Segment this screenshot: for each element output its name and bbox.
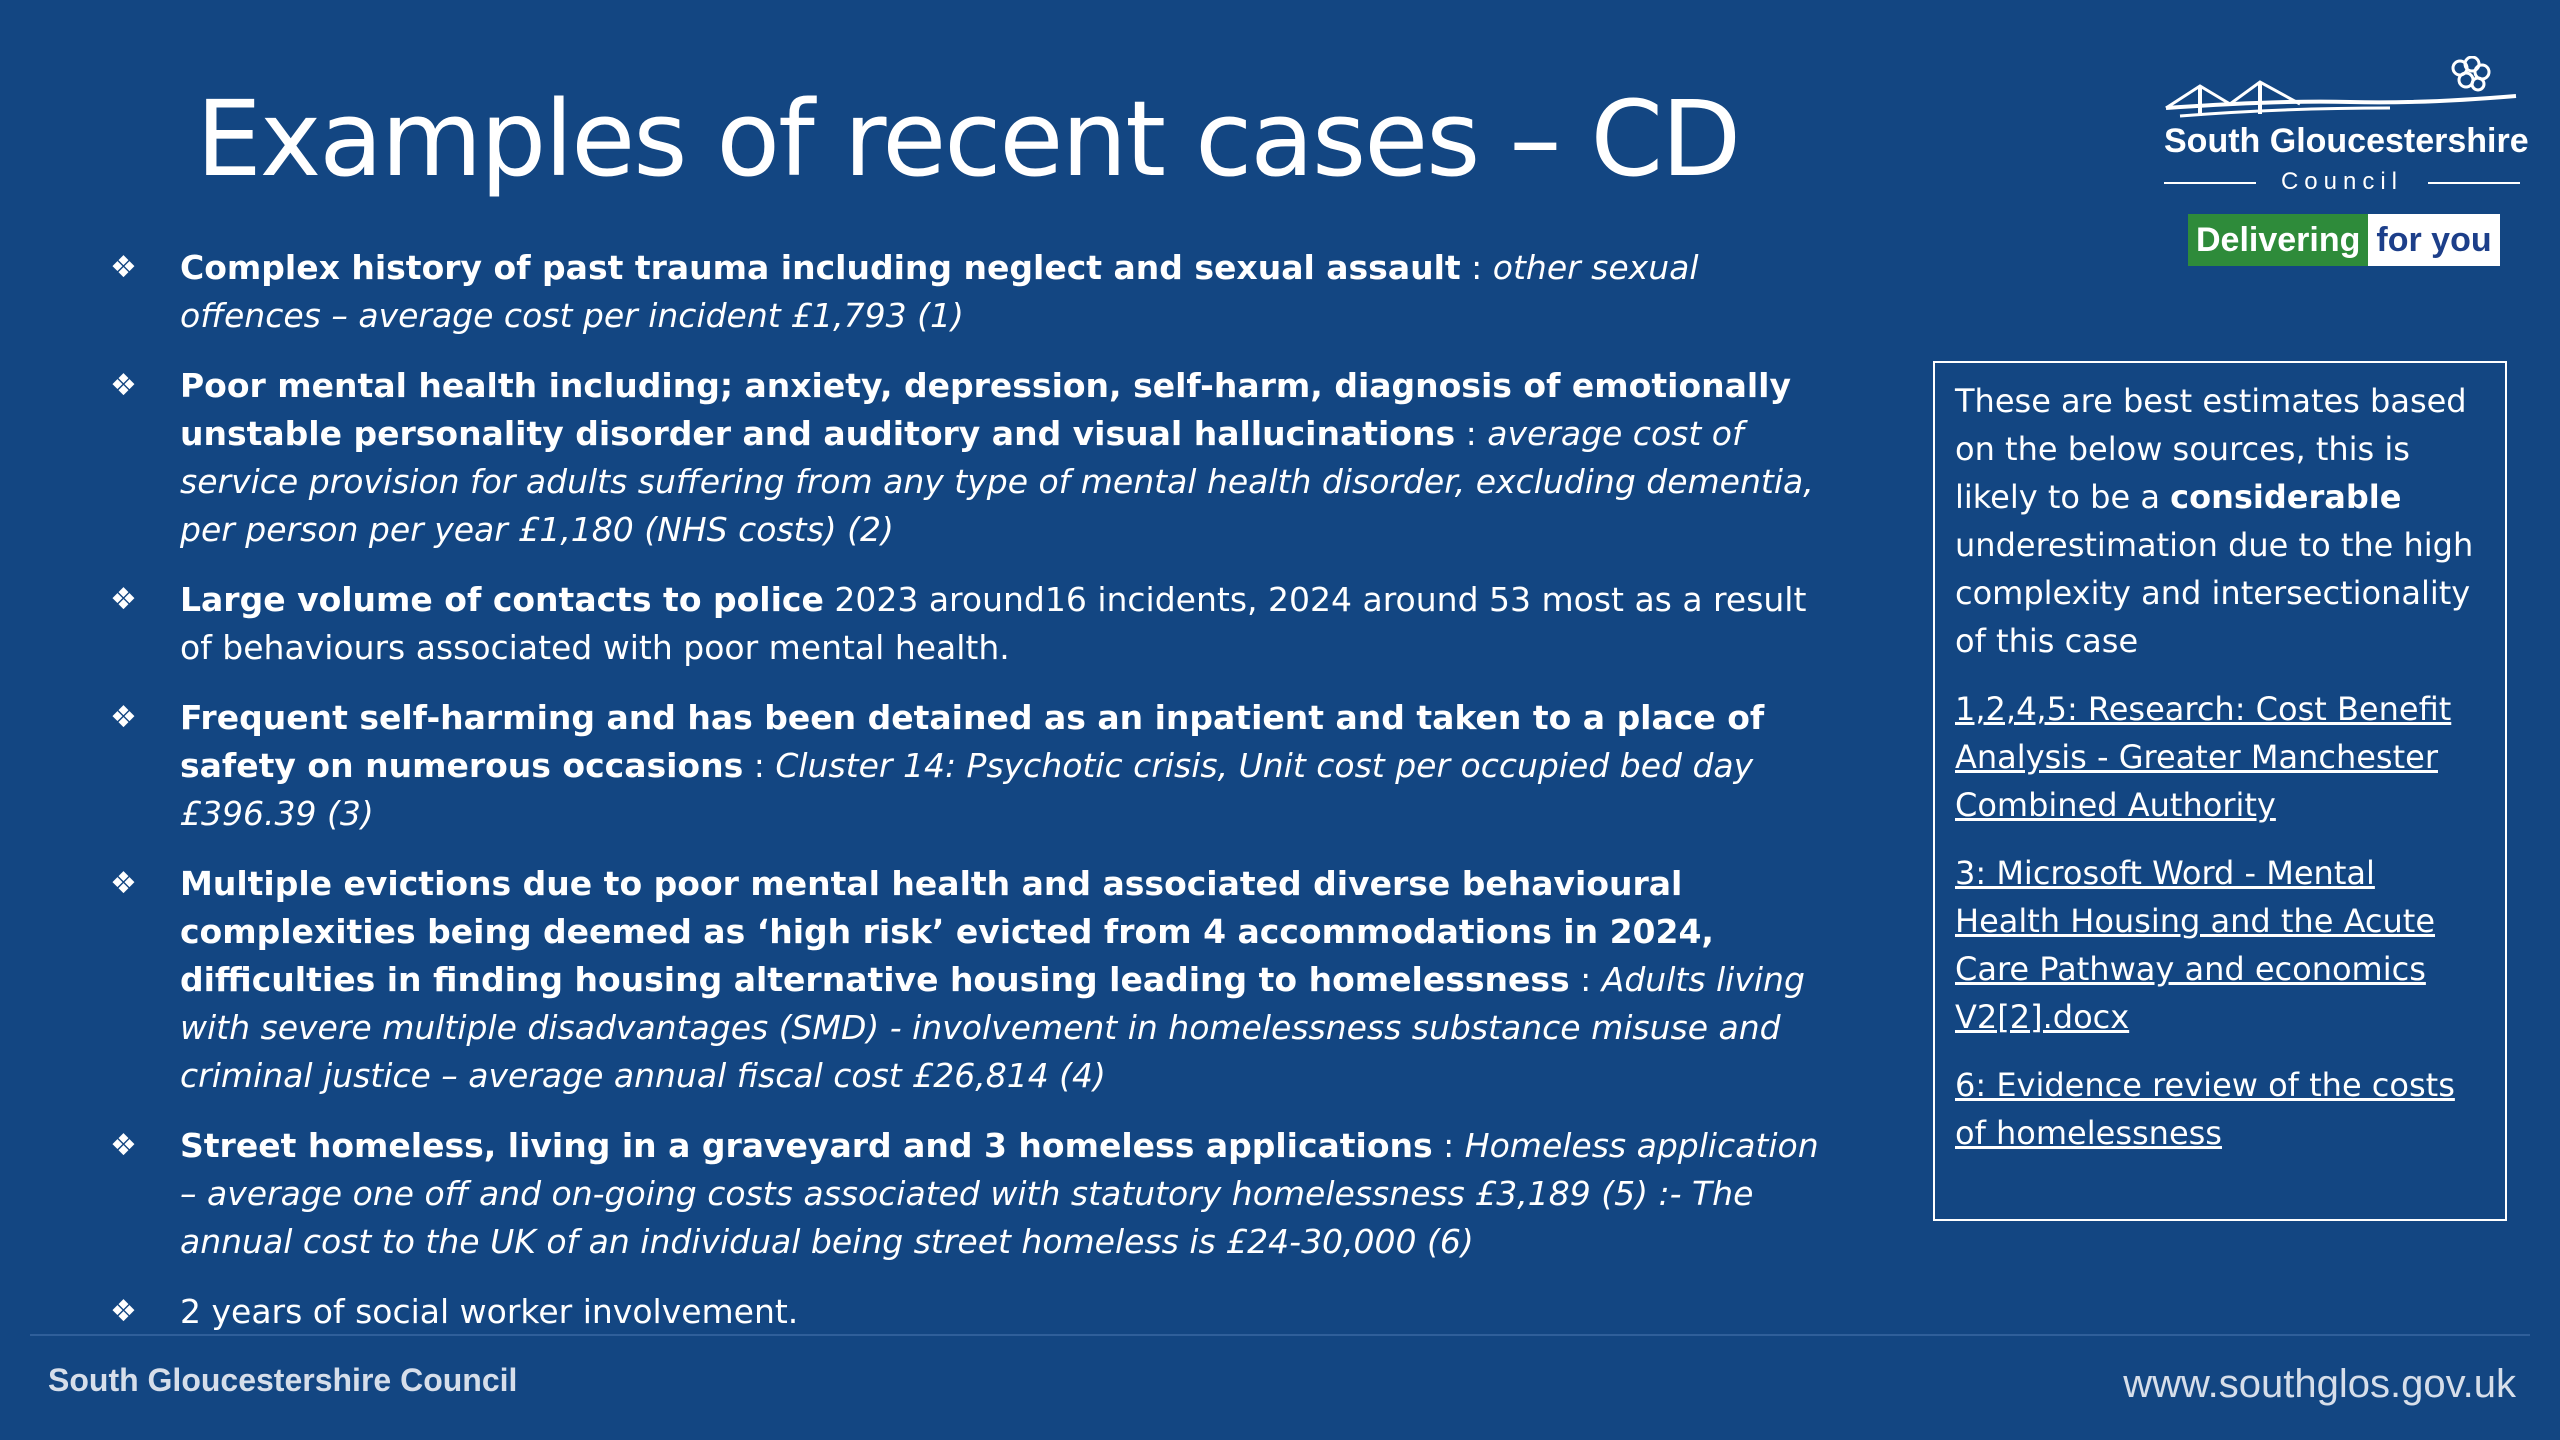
bullet-text: 2023 around16 incidents, 2024 around 53 most as a result of behaviours associated with poor mental health. <box>180 580 1807 667</box>
slide-title: Examples of recent cases – CD <box>196 78 1740 200</box>
bullet-heading: Large volume of contacts to police <box>180 580 824 619</box>
bullet-heading: Street homeless, living in a graveyard and 3 homeless applications <box>180 1126 1433 1165</box>
footer-website: www.southglos.gov.uk <box>2123 1362 2516 1406</box>
bullet-marker-icon: ❖ <box>110 700 137 735</box>
council-logo <box>2160 56 2529 276</box>
bullet-cost-note: other sexual offences – average cost per incident £1,793 (1) <box>180 248 1699 335</box>
bullet-item <box>110 362 1830 554</box>
intro-emphasis: considerable <box>2170 478 2402 516</box>
bullet-item <box>110 694 1830 838</box>
tagline-for-you: for you <box>2368 214 2499 266</box>
bullet-item <box>110 860 1830 1100</box>
bullet-marker-icon: ❖ <box>110 250 137 285</box>
sources-box <box>1933 361 2507 1221</box>
logo-divider <box>2428 182 2520 184</box>
bullet-list <box>110 244 1830 1358</box>
bullet-text: : <box>1460 248 1493 287</box>
footer-divider <box>30 1334 2530 1336</box>
bullet-item <box>110 244 1830 340</box>
bullet-item <box>110 1122 1830 1266</box>
bullet-marker-icon: ❖ <box>110 582 137 617</box>
bullet-item <box>110 1288 1830 1336</box>
source-link-gmca[interactable]: 1,2,4,5: Research: Cost Benefit Analysis - Greater Manchester Combined Authority <box>1955 690 2452 824</box>
source-link-homelessness-costs[interactable]: 6: Evidence review of the costs of homelessness <box>1955 1066 2455 1152</box>
bullet-cost-note: Cluster 14: Psychotic crisis, Unit cost per occupied bed day £396.39 (3) <box>180 746 1754 833</box>
bullet-text: 2 years of social worker involvement. <box>180 1292 799 1331</box>
bullet-heading: Complex history of past trauma including neglect and sexual assault <box>180 248 1461 287</box>
bullet-cost-note: Homeless application – average one off and on-going costs associated with statutory homelessness £3,189 (5) :- The annual cost to the UK of an individual being street homeless is £24-30,000 (6) <box>180 1126 1819 1261</box>
bullet-text: : <box>1569 960 1602 999</box>
logo-council-label: Council <box>2280 168 2404 195</box>
bullet-marker-icon: ❖ <box>110 1128 137 1163</box>
bullet-item <box>110 576 1830 672</box>
bullet-cost-note: average cost of service provision for adults suffering from any type of mental health disorder, excluding dementia, per person per year £1,180 (NHS costs) (2) <box>180 414 1814 549</box>
bullet-text: : <box>743 746 776 785</box>
tagline-delivering: Delivering <box>2188 214 2368 266</box>
logo-name: South Gloucestershire <box>2164 122 2529 160</box>
bullet-text: : <box>1455 414 1488 453</box>
bullet-marker-icon: ❖ <box>110 866 137 901</box>
bullet-cost-note: Adults living with severe multiple disadvantages (SMD) - involvement in homelessness substance misuse and criminal justice – average annual fiscal cost £26,814 (4) <box>180 960 1805 1095</box>
tagline-badge <box>2188 214 2500 266</box>
bullet-heading: Multiple evictions due to poor mental health and associated diverse behavioural complexities being deemed as ‘high risk’ evicted from 4 accommodations in 2024, difficulties in finding housing alternative housing leading to homelessness <box>180 864 1714 999</box>
bullet-marker-icon: ❖ <box>110 1294 137 1329</box>
sources-intro <box>1955 377 2485 665</box>
bullet-heading: Frequent self-harming and has been detained as an inpatient and taken to a place of safety on numerous occasions <box>180 698 1765 785</box>
bridge-and-tree-icon <box>2160 56 2520 126</box>
intro-text: underestimation due to the high complexity and intersectionality of this case <box>1955 526 2474 660</box>
bullet-text: : <box>1432 1126 1465 1165</box>
bullet-heading: Poor mental health including; anxiety, depression, self-harm, diagnosis of emotionally unstable personality disorder and auditory and visual hallucinations <box>180 366 1792 453</box>
bullet-marker-icon: ❖ <box>110 368 137 403</box>
intro-text: These are best estimates based on the below sources, this is likely to be a <box>1955 382 2467 516</box>
source-link-acute-care[interactable]: 3: Microsoft Word - Mental Health Housing and the Acute Care Pathway and economics V2[2].docx <box>1955 854 2435 1036</box>
footer-organisation: South Gloucestershire Council <box>48 1362 518 1398</box>
